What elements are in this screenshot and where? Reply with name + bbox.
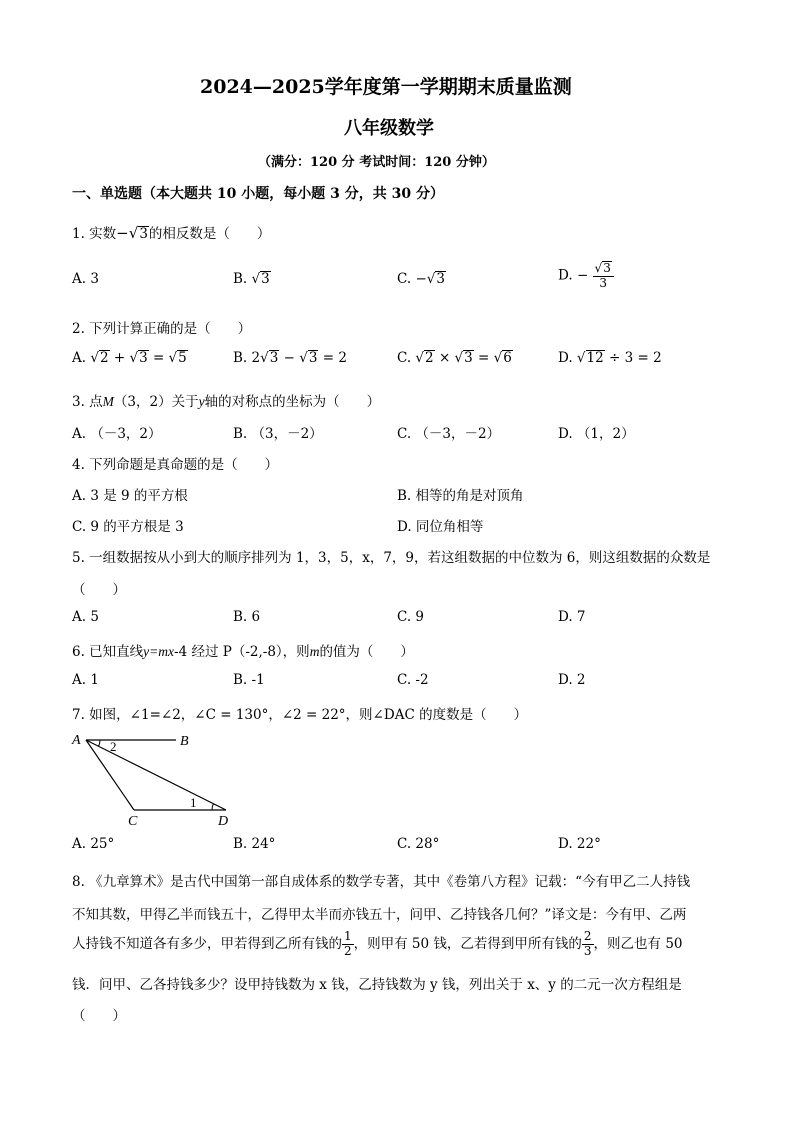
label-d: D	[218, 814, 229, 828]
q1-option-d[interactable]	[558, 261, 614, 291]
q3-option-c[interactable]: C. （－3，－2）	[397, 426, 501, 442]
q4-option-d[interactable]: D. 同位角相等	[397, 519, 484, 535]
q7-option-a[interactable]: A. 25°	[72, 836, 115, 852]
q2-c-r3: 6	[503, 350, 512, 366]
q5-option-b[interactable]: B. 6	[233, 609, 261, 625]
q8-f2-num: 2	[583, 929, 592, 943]
q5-option-a[interactable]: A. 5	[72, 609, 99, 625]
q2-option-b[interactable]: B. 2√3 − √3 = 2	[233, 350, 347, 366]
q2-option-d[interactable]: D. √12 ÷ 3 = 2	[558, 350, 662, 366]
q6-mid: -4 经过 P（-2,-8），则	[174, 644, 310, 660]
q2-a-op: +	[113, 350, 126, 366]
q1-d-den: 3	[599, 275, 608, 290]
q1-d-label: D.	[558, 267, 573, 284]
question-2-stem: 2. 下列计算正确的是（ ）	[72, 321, 252, 337]
q3-option-b[interactable]: B. （3，－2）	[233, 426, 323, 442]
question-8-line2: 不知其数，甲得乙半而钱五十，乙得甲太半而亦钱五十，问甲、乙持钱各几何？”译文是：今有甲、乙两	[72, 907, 687, 923]
q6-pre: 6. 已知直线	[72, 644, 144, 660]
q7-figure	[70, 728, 245, 828]
segment-ad	[86, 740, 226, 810]
section-heading: 一、单选题（本大题共 10 小题，每小题 3 分，共 30 分）	[72, 186, 444, 202]
q2-a-label: A.	[72, 350, 87, 366]
q7-option-c[interactable]: C. 28°	[397, 836, 440, 852]
q2-c-label: C.	[397, 350, 412, 366]
q2-a-eq: =	[152, 350, 165, 366]
q8-f2-den: 3	[583, 943, 592, 958]
q8-line3-post: ，则乙也有 50	[593, 935, 683, 952]
q6-option-b[interactable]: B. -1	[233, 672, 265, 688]
q2-b-label: B.	[233, 350, 248, 366]
question-8-line4: 钱．问甲、乙各持钱多少？设甲持钱数为 x 钱，乙持钱数为 y 钱，列出关于 x、y 的二元一次方程组是	[72, 977, 682, 993]
question-8-line3	[72, 930, 683, 959]
question-1-stem: 1. 实数−√3的相反数是（ ）	[72, 224, 271, 242]
q2-c-op: ×	[438, 350, 451, 366]
q2-c-r2: 3	[464, 350, 473, 366]
q1-b-label: B.	[233, 271, 248, 287]
q1-d-num-radicand: 3	[603, 261, 611, 275]
question-5-line2: （ ）	[72, 582, 126, 598]
q5-option-c[interactable]: C. 9	[397, 609, 425, 625]
q2-c-eq: =	[478, 350, 490, 366]
q3-axis-y: y	[198, 394, 205, 409]
exam-info: （满分：120 分 考试时间：120 分钟）	[258, 155, 495, 170]
q1-radicand: 3	[139, 226, 148, 242]
exam-title: 2024—2025学年度第一学期期末质量监测	[200, 76, 572, 98]
q3-option-d[interactable]: D. （1，2）	[558, 426, 635, 442]
q8-line3-pre: 人持钱不知道各有多少，甲若得到乙所有钱的	[72, 935, 342, 952]
q6-var-m: m	[309, 644, 320, 659]
q5-option-d[interactable]: D. 7	[558, 609, 586, 625]
q8-fraction-two-thirds	[582, 930, 594, 959]
q1-c-label: C.	[397, 271, 412, 287]
q2-a-r3: 5	[178, 350, 187, 366]
label-b: B	[180, 734, 189, 749]
q1-c-minus: −	[415, 271, 427, 287]
label-c: C	[128, 814, 138, 828]
q2-a-r1: 2	[99, 350, 109, 366]
q8-f1-num: 1	[344, 929, 352, 943]
q3-post: 轴的对称点的坐标为（ ）	[204, 394, 381, 410]
angle-2-arc	[99, 740, 101, 747]
q1-option-b[interactable]: B. √3	[233, 271, 270, 287]
q1-option-a[interactable]: A. 3	[72, 271, 99, 287]
q2-b-coef: 2	[251, 350, 261, 366]
q2-c-r1: 2	[425, 350, 434, 366]
q4-option-a[interactable]: A. 3 是 9 的平方根	[72, 488, 188, 504]
question-3-stem	[72, 390, 380, 410]
q2-b-r1: 3	[269, 350, 279, 366]
angle-1-arc	[212, 804, 214, 811]
q2-option-c[interactable]: C. √2 × √3 = √6	[397, 350, 512, 366]
q1-d-minus: −	[576, 267, 589, 284]
q1-post: 的相反数是（ ）	[148, 226, 271, 242]
q8-line3-mid: ，则甲有 50 钱，乙若得到甲所有钱的	[353, 935, 582, 952]
q2-d-label: D.	[558, 350, 573, 366]
label-angle-2: 2	[110, 739, 117, 754]
question-5-line1: 5. 一组数据按从小到大的顺序排列为 1，3，5，x，7，9，若这组数据的中位数为 6，则这组数据的众数是	[72, 550, 711, 566]
q8-fraction-half	[342, 930, 354, 959]
q1-c-radicand: 3	[436, 271, 445, 287]
q6-option-d[interactable]: D. 2	[558, 672, 586, 688]
exam-subject: 八年级数学	[344, 118, 434, 139]
question-6-stem	[72, 640, 414, 660]
q2-a-r2: 3	[139, 350, 148, 366]
q1-d-fraction: $\frac{√3}{3}$	[593, 261, 614, 291]
question-4-stem: 4. 下列命题是真命题的是（ ）	[72, 457, 279, 473]
q6-line-eq: y=mx	[143, 644, 175, 659]
q1-option-c[interactable]: C. −√3	[397, 271, 445, 287]
q6-post: 的值为（ ）	[319, 644, 414, 660]
q3-mid: （3，2）关于	[113, 394, 199, 410]
q2-option-a[interactable]: A. √2 + √3 = √5	[72, 350, 187, 366]
q2-b-eq: = 2	[322, 350, 347, 366]
q2-d-eq: ÷ 3 = 2	[609, 350, 662, 366]
q3-pre: 3. 点	[72, 394, 103, 410]
q2-b-r2: 3	[308, 350, 318, 366]
q2-b-op: −	[283, 350, 295, 366]
question-7-stem: 7. 如图，∠1=∠2，∠C = 130°，∠2 = 22°，则∠DAC 的度数是（ ）	[72, 707, 528, 723]
label-angle-1: 1	[190, 795, 197, 810]
q3-point-m: M	[102, 394, 114, 409]
q7-option-d[interactable]: D. 22°	[558, 836, 601, 852]
q1-b-radicand: 3	[261, 271, 270, 287]
q6-option-a[interactable]: A. 1	[72, 672, 99, 688]
q2-d-r1: 12	[586, 350, 604, 366]
q3-option-a[interactable]: A. （－3，2）	[72, 426, 162, 442]
question-8-line1: 8. 《九章算术》是古代中国第一部自成体系的数学专著，其中《卷第八方程》记载：“今有甲乙二人持钱	[72, 874, 691, 890]
q1-pre: 1. 实数	[72, 226, 117, 242]
q4-option-b[interactable]: B. 相等的角是对顶角	[397, 488, 524, 504]
q8-f1-den: 2	[344, 943, 352, 958]
q6-option-c[interactable]: C. -2	[397, 672, 429, 688]
q4-option-c[interactable]: C. 9 的平方根是 3	[72, 519, 184, 535]
question-8-line5: （ ）	[72, 1008, 126, 1024]
label-a: A	[72, 733, 81, 748]
q7-option-b[interactable]: B. 24°	[233, 836, 276, 852]
